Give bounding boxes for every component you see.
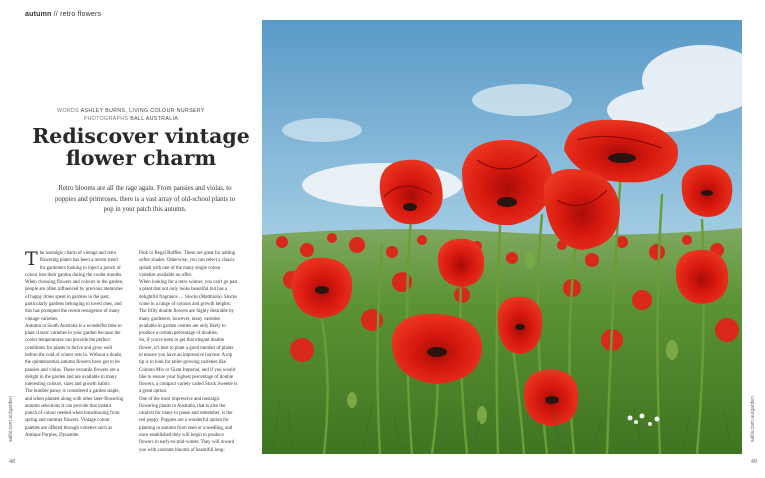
title-line-1: Rediscover vintage bbox=[32, 124, 250, 148]
byline bbox=[0, 107, 262, 123]
poppy-flower bbox=[676, 250, 728, 304]
poppy-flower bbox=[438, 239, 484, 287]
body-paragraph: The humble pansy is considered a garden staple, and when planted along with other later-flowering autumn selections it can provide that instant punch of colour needed when transitioning from spring and summer flowers. Vintage colour palettes are offered through varieties such as Antique Purples, Dynamite bbox=[25, 389, 124, 439]
poppy-flower bbox=[380, 160, 443, 225]
poppy-flower bbox=[682, 165, 733, 217]
poppy-illustration bbox=[262, 20, 742, 454]
byline-photos bbox=[0, 115, 262, 123]
poppy-flower bbox=[462, 140, 552, 225]
body-paragraph: One of the most impressive and nostalgic flowering plants in Australia, that is also the catalyst for many to pause and remember, is the red poppy. Poppies are a wonderful option for planting in autumn from seed or a seedling, and once established they will begin to produce flowers in early-to-mid-winter. They will reward you with constant blooms of beautiful long- bbox=[139, 396, 235, 453]
body-paragraph bbox=[25, 250, 124, 323]
poppy-flower bbox=[498, 297, 543, 354]
subsection-name: retro flowers bbox=[60, 11, 102, 18]
drop-cap: T bbox=[25, 248, 38, 270]
body-paragraph: When looking for a retro winner, you can't go past a plant that not only looks beautiful but has a delightful fragrance … Stocks (Matthiola). Stocks come in a range of colours and growth heights. The frilly double flowers are highly desirable by many gardeners, however, many varieties available in garden centres are only likely to produce a certain percentage of doubles. bbox=[139, 280, 238, 337]
words-label: WORDS bbox=[57, 108, 80, 114]
side-url-left: sallis.com.au/garden bbox=[8, 396, 14, 442]
page-number-right: 49 bbox=[751, 459, 758, 465]
byline-words bbox=[0, 107, 262, 115]
section-header bbox=[25, 11, 101, 18]
side-url-right: sallis.com.au/garden bbox=[750, 396, 756, 442]
section-name: autumn bbox=[25, 11, 52, 18]
poppy-flower bbox=[524, 370, 578, 426]
title-line-2: flower charm bbox=[65, 146, 217, 170]
words-author: ASHLEY BURNS, LIVING COLOUR NURSERY bbox=[80, 108, 205, 114]
paragraph-text: he nostalgic charm of vintage and retro flowering plants has been a recent trend for gardeners looking to inject a punch of colour into their garden during the cooler months. When choosing flowers and colours in the garden, people are often influenced by precious memories of happy times spent in gardens in the past, particularly gardens belonging to loved ones, and this has prompted the recent resurgence of many vintage varieties. bbox=[25, 251, 124, 322]
poppy-field-photo bbox=[262, 20, 742, 454]
poppy-flower bbox=[292, 258, 352, 318]
photos-credit: BALL AUSTRALIA bbox=[130, 116, 179, 122]
body-paragraph: Autumn in South Australia is a wonderful time to plant classic varieties in your garden because the cooler temperatures can provide the perfect conditions for plants to thrive and grow well before the cold of winter sets in. Without a doubt, the quintessential autumn flowers have got to be pansies and violas. These versatile flowers are a delight in the garden and are available in many interesting colours, sizes and growth habits. bbox=[25, 323, 123, 388]
body-paragraph: So, if you're keen to get that elegant double flower, it's best to plant a good number of plants to ensure you have an impressive harvest. A top tip is to look for taller-growing varieties like Column Mix or Giant Imperial, and if you would like to ensure your highest percentage of double flowers, a compact variety called Stock Sweetie is a great option. bbox=[139, 338, 238, 395]
body-column-1 bbox=[25, 250, 124, 439]
article-title bbox=[20, 125, 262, 169]
body-column-2 bbox=[139, 250, 238, 454]
standfirst: Retro blooms are all the rage again. From pansies and violas, to poppies and primroses, there is a vast array of old-school plants to pop in your patch this autumn. bbox=[54, 185, 236, 213]
photos-label: PHOTOGRAPHS bbox=[83, 116, 129, 122]
page-number-left: 48 bbox=[9, 459, 16, 465]
section-separator: // bbox=[51, 11, 61, 18]
body-paragraph: Pink or Regal Ruffles. These are great for adding softer shades. Otherwise, you can select a classic splash with one of the many single colour varieties available on offer. bbox=[139, 251, 236, 278]
